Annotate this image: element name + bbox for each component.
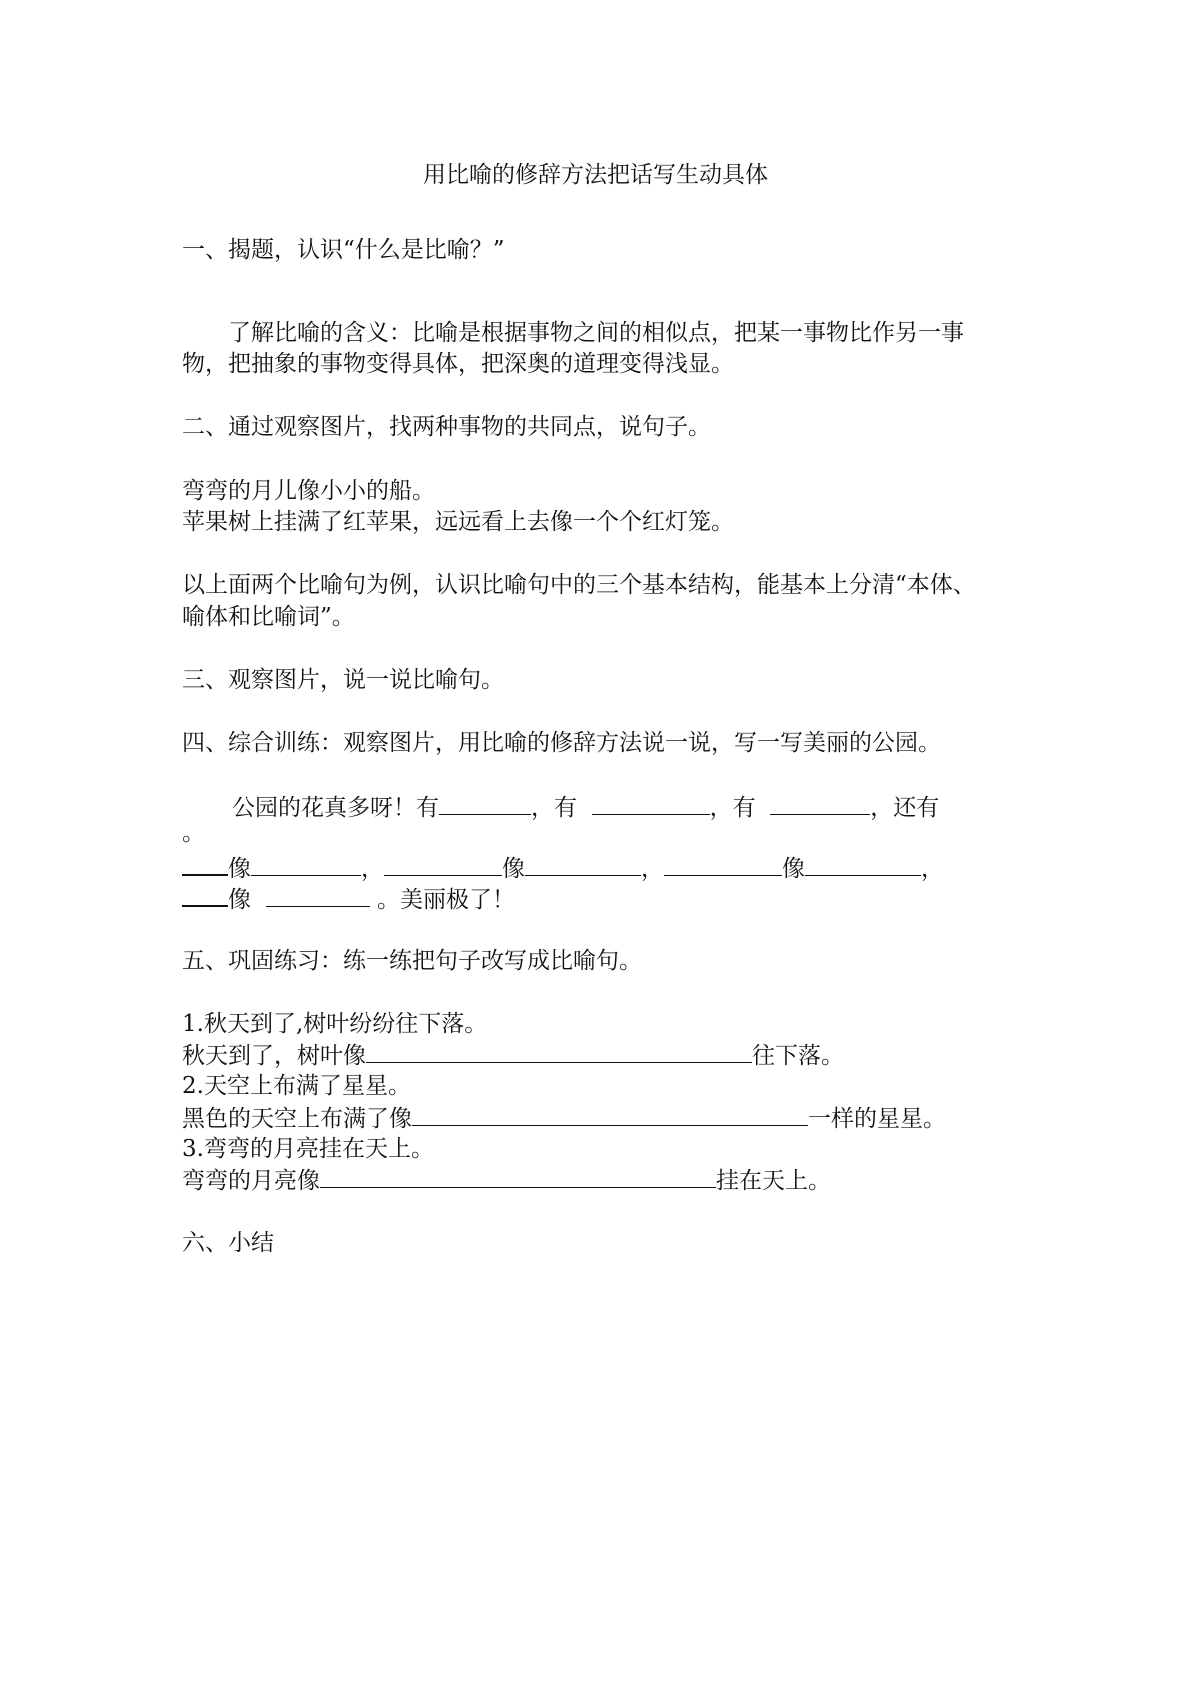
park-fill-line1-end: 。 [182,820,205,846]
exercise-question-1: 1.秋天到了,树叶纷纷往下落。 [182,1011,488,1037]
park-fill-line2 [182,852,944,884]
park-fill-line3 [182,883,515,915]
fill-blank[interactable] [182,883,228,907]
answer-text: 挂在天上。 [716,1168,831,1194]
fill-text: 像 [228,887,251,913]
fill-text: ，有 [531,795,577,821]
answer-text: 秋天到了，树叶像 [182,1043,366,1069]
section5-heading: 五、巩固练习：练一练把句子改写成比喻句。 [182,948,642,974]
section4-heading: 四、综合训练：观察图片，用比喻的修辞方法说一说，写一写美丽的公园。 [182,730,941,756]
section3-heading: 三、观察图片，说一说比喻句。 [182,667,504,693]
fill-blank[interactable] [182,852,228,876]
fill-text: ，还有 [870,795,940,821]
fill-text: ，有 [709,795,756,821]
fill-blank[interactable] [805,853,921,876]
section1-paragraph-line1: 了解比喻的含义：比喻是根据事物之间的相似点，把某一事物比作另一事 [228,320,964,346]
page-title: 用比喻的修辞方法把话写生动具体 [423,162,768,188]
fill-text: 公园的花真多呀！有 [232,795,439,821]
fill-text: 。美丽极了！ [376,887,515,913]
exercise-question-2: 2.天空上布满了星星。 [182,1073,411,1099]
section2-heading: 二、通过观察图片，找两种事物的共同点，说句子。 [182,414,711,440]
answer-text: 往下落。 [752,1043,844,1069]
fill-text: ， [641,856,664,882]
exercise-answer-3 [182,1165,831,1196]
fill-blank[interactable] [266,884,370,907]
exercise-question-3: 3.弯弯的月亮挂在天上。 [182,1136,434,1162]
answer-text: 黑色的天空上布满了像 [182,1106,412,1132]
section1-heading: 一、揭题，认识“什么是比喻？” [182,237,505,263]
answer-blank[interactable] [412,1103,808,1126]
answer-text: 弯弯的月亮像 [182,1168,320,1194]
section2-note-line1: 以上面两个比喻句为例，认识比喻句中的三个基本结构，能基本上分清“本体、 [182,572,976,598]
section2-example1: 弯弯的月儿像小小的船。 [182,478,435,504]
fill-blank[interactable] [770,792,870,815]
answer-text: 一样的星星。 [808,1106,946,1132]
fill-blank[interactable] [525,853,641,876]
answer-blank[interactable] [320,1165,716,1188]
fill-text: ， [921,856,944,882]
answer-blank[interactable] [366,1040,752,1063]
fill-blank[interactable] [664,853,782,876]
exercise-answer-1 [182,1040,844,1071]
fill-blank[interactable] [439,792,531,815]
section2-example2: 苹果树上挂满了红苹果，远远看上去像一个个红灯笼。 [182,509,734,535]
section2-note-line2: 喻体和比喻词”。 [182,604,355,630]
fill-text: 像 [502,856,525,882]
exercise-answer-2 [182,1103,946,1134]
fill-blank[interactable] [251,853,361,876]
fill-text: 像 [228,856,251,882]
fill-text: ， [361,856,384,882]
section1-paragraph-line2: 物，把抽象的事物变得具体，把深奥的道理变得浅显。 [182,351,734,377]
section6-heading: 六、小结 [182,1230,274,1256]
fill-blank[interactable] [592,792,710,815]
fill-text: 像 [782,856,805,882]
fill-blank[interactable] [384,853,502,876]
park-fill-line1 [232,792,939,823]
